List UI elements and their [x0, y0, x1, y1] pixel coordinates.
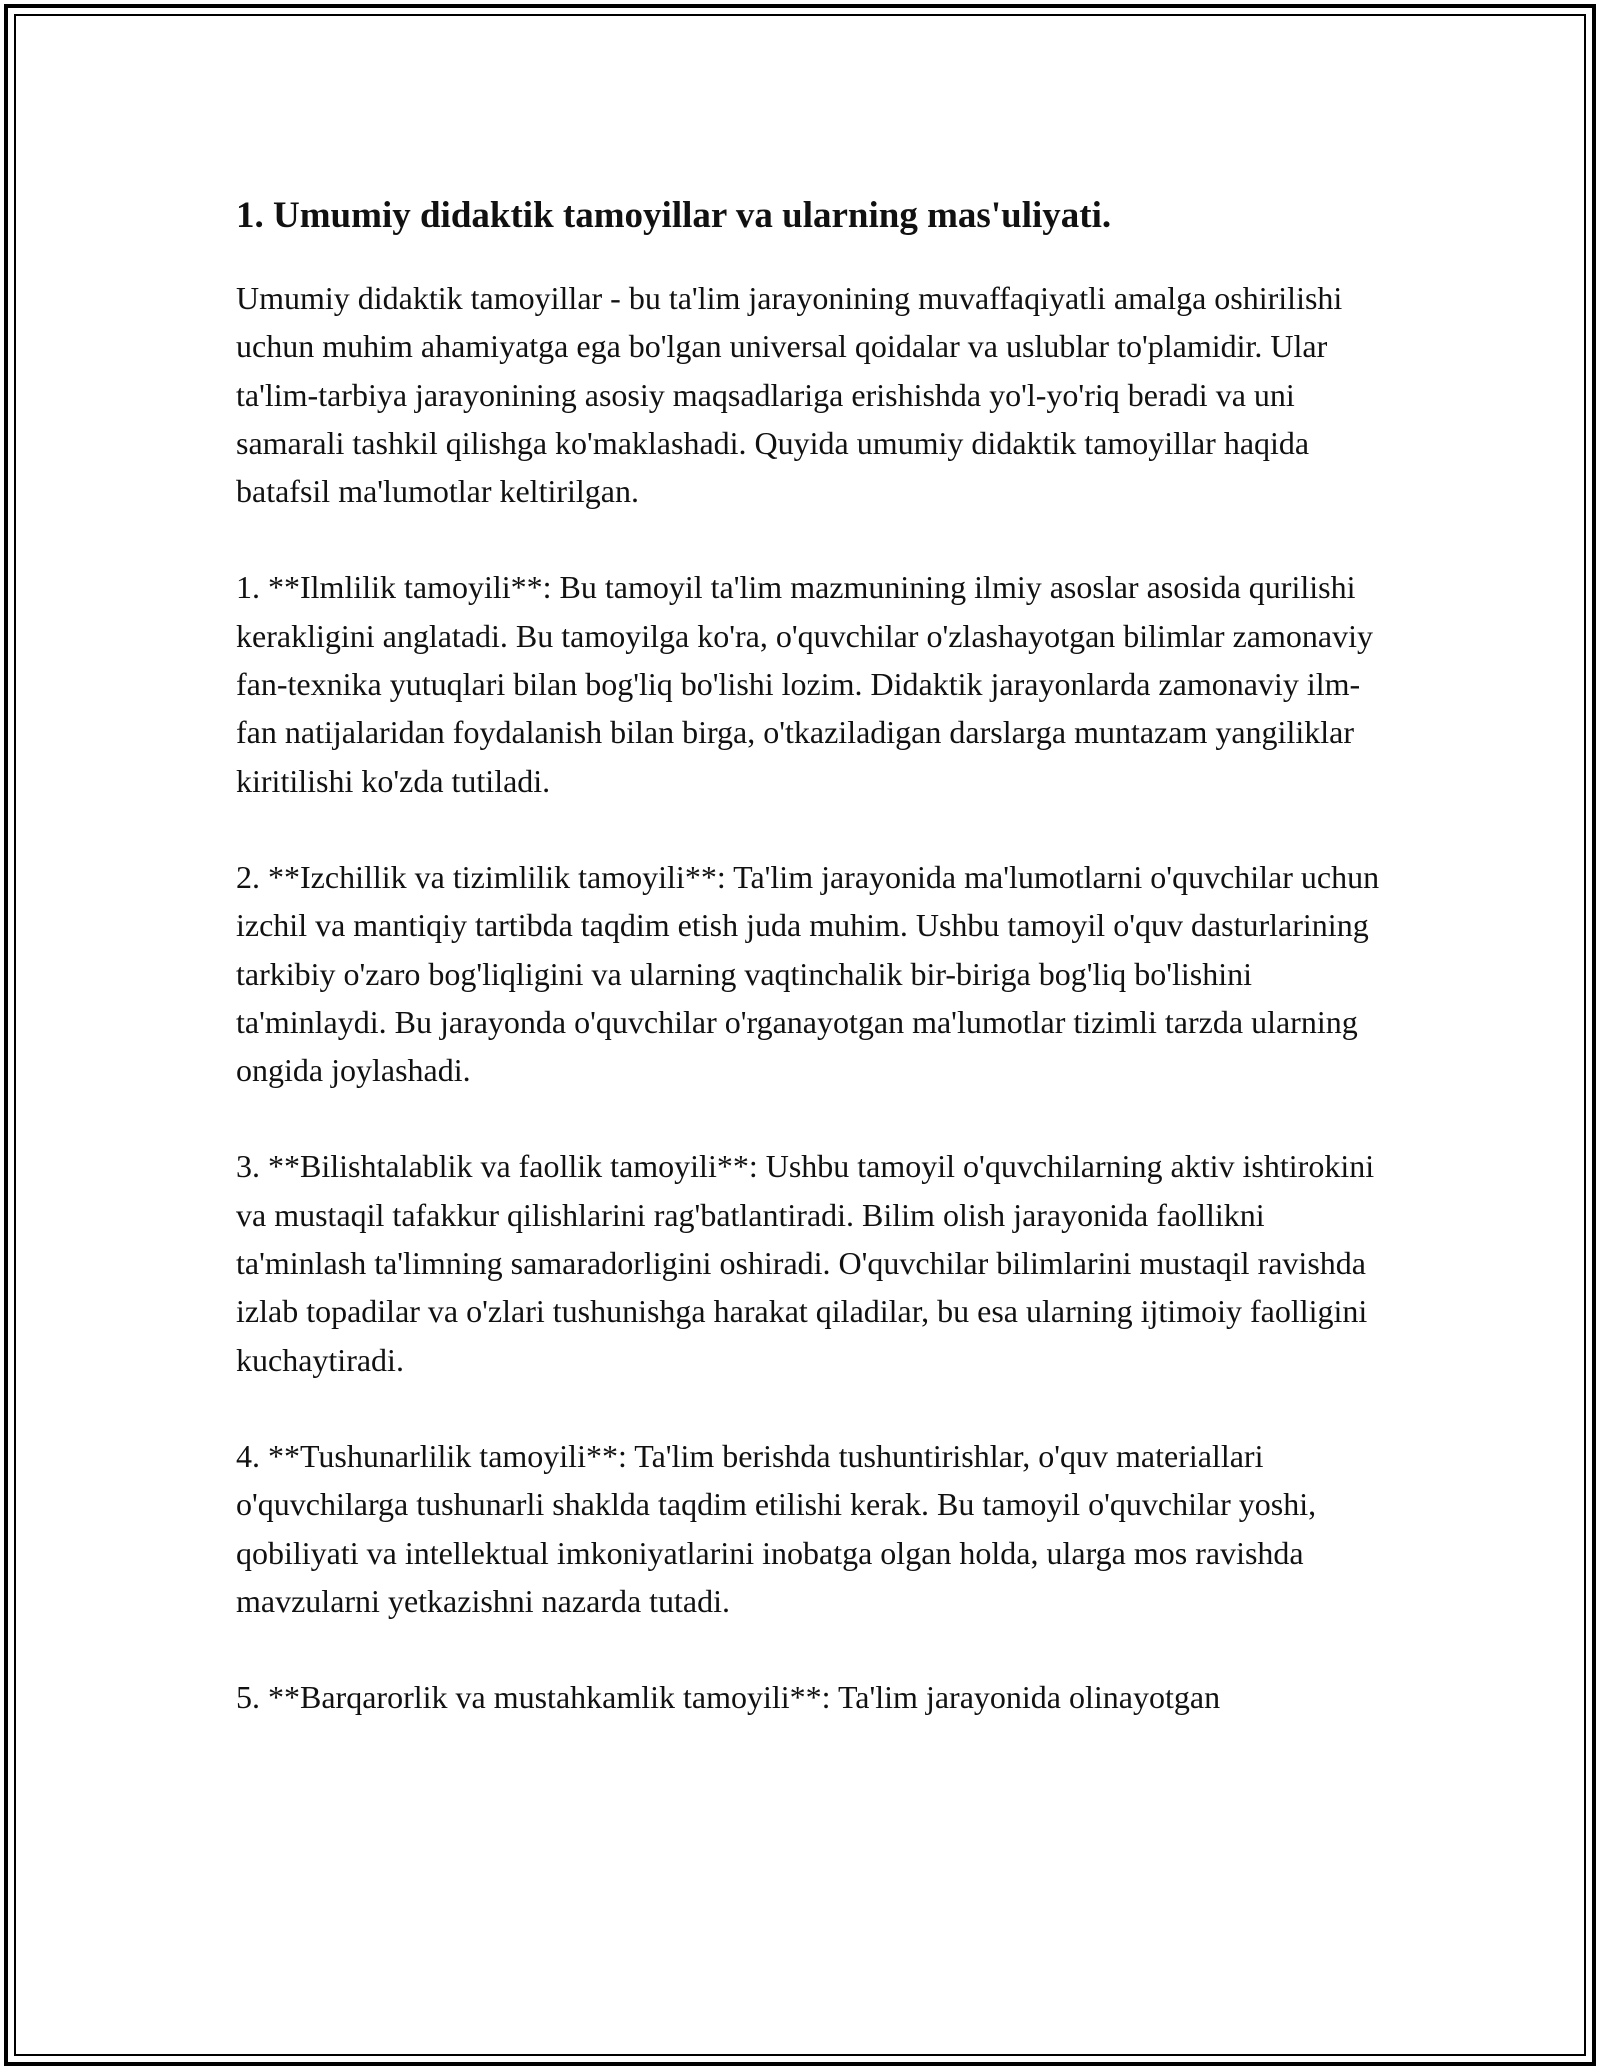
- page-title: 1. Umumiy didaktik tamoyillar va ularning mas'uliyati.: [236, 195, 1112, 236]
- principle-1-paragraph: 1. **Ilmlilik tamoyili**: Bu tamoyil ta'lim mazmunining ilmiy asoslar asosida qurilishi kerakligini anglatadi. Bu tamoyilga ko'ra, o'quvchilar o'zlashayotgan bilimlar zamonaviy fan-texnika yutuqlari bilan bog'liq bo'lishi lozim. Didaktik jarayonlarda zamonaviy ilm-fan natijalaridan foydalanish bilan birga, o'tkaziladigan darslarga muntazam yangiliklar kiritilishi ko'zda tutiladi.: [236, 569, 1373, 799]
- principle-3-paragraph: 3. **Bilishtalablik va faollik tamoyili**: Ushbu tamoyil o'quvchilarning aktiv ishtirokini va mustaqil tafakkur qilishlarini rag'batlantiradi. Bilim olish jarayonida faollikni ta'minlash ta'limning samaradorligini oshiradi. O'quvchilar bilimlarini mustaqil ravishda izlab topadilar va o'zlari tushunishga harakat qiladilar, bu esa ularning ijtimoiy faolligini kuchaytiradi.: [236, 1148, 1375, 1378]
- principle-4-paragraph: 4. **Tushunarlilik tamoyili**: Ta'lim berishda tushuntirishlar, o'quv materiallari o'quvchilarga tushunarli shaklda taqdim etilishi kerak. Bu tamoyil o'quvchilar yoshi, qobiliyati va intellektual imkoniyatlarini inobatga olgan holda, ularga mos ravishda mavzularni yetkazishni nazarda tutadi.: [236, 1437, 1317, 1619]
- intro-paragraph: Umumiy didaktik tamoyillar - bu ta'lim jarayonining muvaffaqiyatli amalga oshirilishi uchun muhim ahamiyatga ega bo'lgan universal qoidalar va uslublar to'plamidir. Ular ta'lim-tarbiya jarayonining asosiy maqsadlariga erishishda yo'l-yo'riq beradi va uni samarali tashkil qilishga ko'maklashadi. Quyida umumiy didaktik tamoyillar haqida batafsil ma'lumotlar keltirilgan.: [236, 280, 1343, 510]
- principle-2-paragraph: 2. **Izchillik va tizimlilik tamoyili**: Ta'lim jarayonida ma'lumotlarni o'quvchilar uchun izchil va mantiqiy tartibda taqdim etish juda muhim. Ushbu tamoyil o'quv dasturlarining tarkibiy o'zaro bog'liqligini va ularning vaqtinchalik bir-biriga bog'liq bo'lishini ta'minlaydi. Bu jarayonda o'quvchilar o'rganayotgan ma'lumotlar tizimli tarzda ularning ongida joylashadi.: [236, 858, 1380, 1089]
- principle-5-paragraph: 5. **Barqarorlik va mustahkamlik tamoyili**: Ta'lim jarayonida olinayotgan: [236, 1679, 1221, 1716]
- document-body: [236, 188, 1386, 1721]
